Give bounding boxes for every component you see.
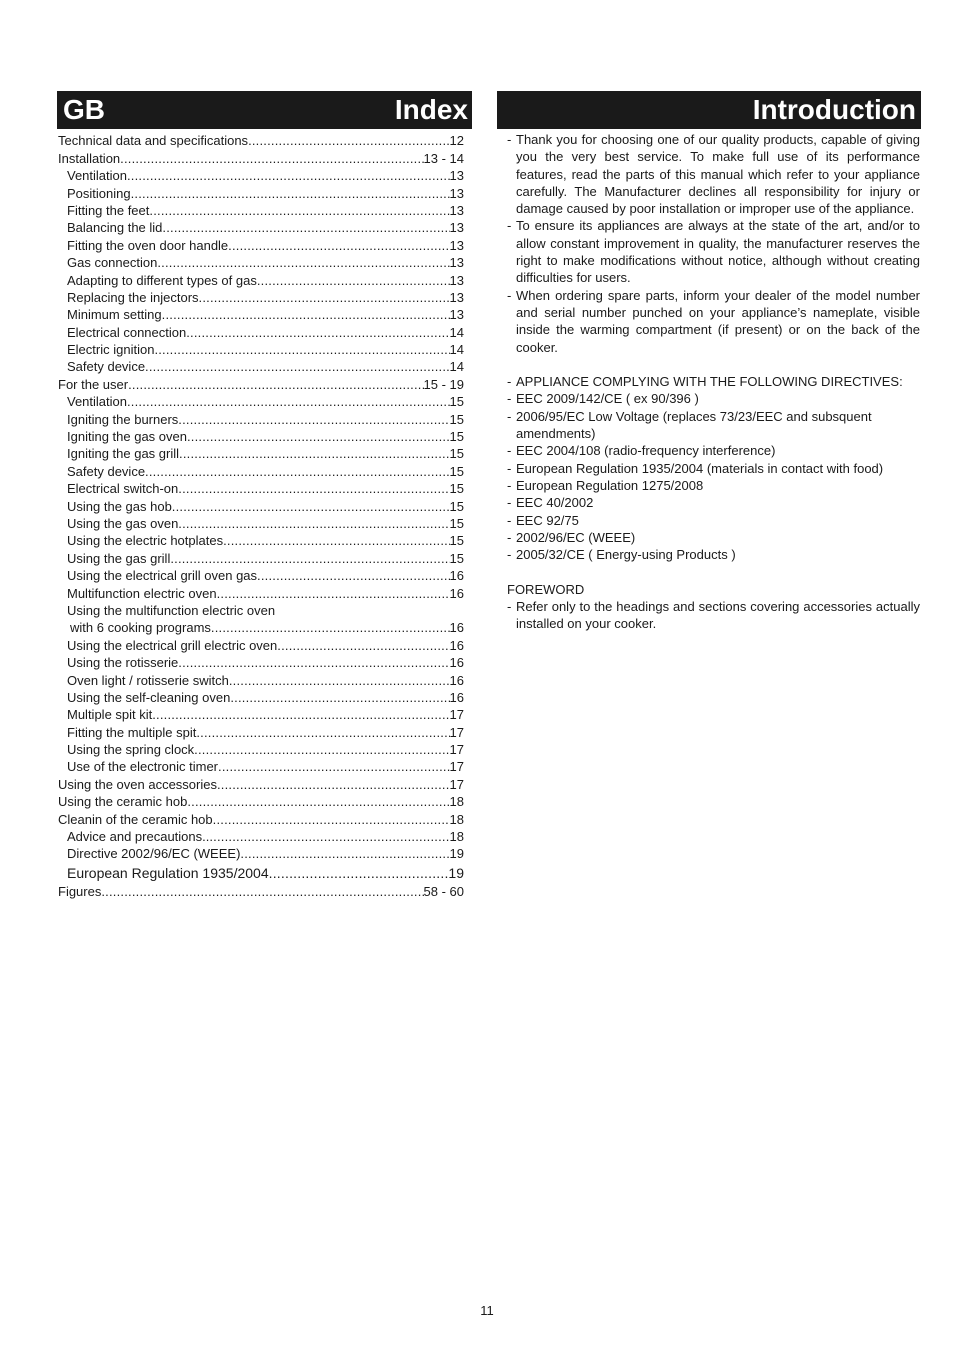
toc-entry-title: Balancing the lid [67,220,163,236]
toc-entry-page: 16 [449,672,464,688]
toc-entry-page: 17 [449,742,464,758]
toc-entry [58,792,464,809]
toc-entry-title: Using the electrical grill oven gas [67,568,258,584]
toc-entry-page: 16 [449,620,464,636]
toc-entry [58,514,464,531]
toc-entry [58,618,464,635]
toc-leader-dots [187,794,449,809]
toc-entry [58,653,464,670]
toc-entry-page: 15 [449,394,464,410]
toc-entry-page: 15 [449,411,464,427]
toc-entry-page: 13 [449,168,464,184]
toc-entry-page: 14 [449,359,464,375]
toc-entry-title: Directive 2002/96/EC (WEEE) [67,846,241,862]
toc-entry [58,131,464,148]
toc-entry-title: Using the multifunction electric oven [67,602,276,618]
toc-entry [58,409,464,426]
toc-leader-dots [196,725,449,740]
toc-entry-page: 16 [449,585,464,601]
toc-entry-title: Ventilation [67,168,127,184]
directive-item: - 2006/95/EC Low Voltage (replaces 73/23/EEC and subsquent amendments) [507,408,872,442]
toc-entry-title: Igniting the gas grill [67,446,180,462]
toc-entry-page: 13 [449,185,464,201]
toc-leader-dots [223,533,449,548]
introduction-header-bar [497,91,921,129]
toc-entry-title: Replacing the injectors [67,289,199,305]
toc-leader-dots [194,742,449,757]
toc-entry-title: Using the electric hotplates [67,533,224,549]
toc-entry-title: Igniting the gas oven [67,429,187,445]
intro-paragraph: - When ordering spare parts, inform your dealer of the model number and serial number punched on your appliance’s nameplate, visible inside the warming compartment (if present) or on the back of the cooker. [507,287,920,355]
toc-entry-page: 16 [449,689,464,705]
index-header-bar [57,91,472,129]
toc-entry [58,374,464,391]
toc-entry-title: European Regulation 1935/2004 [67,865,269,882]
toc-entry-title: Using the ceramic hob [58,794,188,810]
toc-leader-dots [179,446,450,461]
toc-entry [58,392,464,409]
toc-entry [58,148,464,165]
directive-item: - EEC 2009/142/CE ( ex 90/396 ) [507,391,699,407]
toc-leader-dots [257,568,449,583]
directives-heading: - APPLIANCE COMPLYING WITH THE FOLLOWING DIRECTIVES: [507,374,903,390]
toc-entry-page: 15 [449,515,464,531]
toc-entry [58,357,464,374]
toc-entry-page: 15 - 19 [423,376,464,392]
toc-entry-page: 17 [449,707,464,723]
index-title: Index [394,94,468,125]
directive-item: - European Regulation 1935/2004 (materials in contact with food) [507,460,884,476]
directive-item: - 2002/96/EC (WEEE) [507,529,636,545]
toc-entry-page: 58 - 60 [423,883,464,899]
toc-entry-title: Installation [58,150,121,166]
toc-leader-dots [131,186,450,201]
toc-entry [58,740,464,757]
directive-item: - European Regulation 1275/2008 [507,477,704,493]
toc-entry [58,583,464,600]
toc-entry-title: Safety device [67,359,146,375]
toc-entry-title: Electrical connection [67,324,187,340]
toc-leader-dots [127,168,450,183]
toc-leader-dots [199,290,450,305]
toc-entry [58,305,464,322]
toc-entry [58,774,464,791]
toc-leader-dots [230,690,449,705]
intro-paragraph: - To ensure its appliances are always at the state of the art, and/or to allow constant improvement in quality, the manufacturer reserves the right to make modifications without notice, although without creating difficulties for users. [507,218,920,286]
toc-leader-dots [217,777,450,792]
toc-entry [58,548,464,565]
toc-entry [58,444,464,461]
intro-paragraph: - Thank you for choosing one of our quality products, capable of giving you the very best service. To make full use of its performance features, read the parts of this manual which refer to your appliance carefully. The Manufacturer declines all responsibility for injury or damage caused by poor installation or improper use of the appliance. [507,132,920,217]
toc-leader-dots [209,829,449,844]
toc-leader-dots [186,325,449,340]
toc-leader-dots [269,866,449,881]
toc-entry-page: 15 [449,550,464,566]
toc-entry [58,531,464,548]
toc-entry-title: Using the gas grill [67,550,171,566]
toc-entry-title: Adapting to different types of gas [67,272,257,288]
toc-leader-dots [154,342,449,357]
toc-entry [58,861,464,881]
toc-leader-dots [257,273,450,288]
toc-leader-dots [217,586,450,601]
toc-entry-title: Ventilation [67,394,127,410]
toc-entry-page: 19 [449,846,464,862]
toc-leader-dots [149,203,449,218]
toc-entry-title: Fitting the multiple spit [67,724,197,740]
toc-entry-page: 15 [449,446,464,462]
toc-leader-dots [172,499,450,514]
toc-entry-title: Electrical switch-on [67,481,179,497]
toc-leader-dots [187,429,450,444]
toc-entry-title: Technical data and specifications [58,133,249,149]
toc-leader-dots [145,359,449,374]
toc-entry-page: 18 [449,794,464,810]
toc-entry [58,601,464,618]
toc-entry [58,218,464,235]
toc-entry [58,461,464,478]
toc-entry-page: 16 [449,655,464,671]
toc-leader-dots [213,812,450,827]
toc-entry [58,566,464,583]
toc-entry-page: 14 [449,342,464,358]
toc-entry-page: 13 [449,255,464,271]
toc-entry-title: Fitting the feet [67,202,150,218]
toc-entry [58,235,464,252]
toc-entry [58,881,464,898]
toc-entry-title: Advice and precautions.. [67,829,210,845]
toc-entry-page: 13 [449,220,464,236]
toc-leader-dots [162,220,449,235]
toc-entry-title: with 6 cooking programs [70,620,211,636]
toc-entry-title: Using the gas oven [67,515,179,531]
toc-entry-page: 15 [449,498,464,514]
toc-entry-page: 17 [449,759,464,775]
toc-entry-title: Using the self-cleaning oven [67,689,231,705]
foreword-text: - Refer only to the headings and sections covering accessories actually installed on your cooker. [507,599,920,632]
toc-entry [58,427,464,444]
foreword-heading: FOREWORD [507,581,585,597]
toc-entry [58,844,464,861]
toc-leader-dots [178,655,449,670]
toc-entry-page: 14 [449,324,464,340]
toc-entry [58,479,464,496]
table-of-contents [58,131,464,899]
toc-entry [58,270,464,287]
toc-leader-dots [229,673,450,688]
toc-entry-title: Electric ignition [67,342,155,358]
toc-leader-dots [240,846,449,861]
toc-leader-dots [101,884,423,899]
toc-entry-page: 13 [449,272,464,288]
toc-entry [58,722,464,739]
toc-entry-page: 13 [449,289,464,305]
toc-entry [58,288,464,305]
directive-item: - EEC 92/75 [507,512,579,528]
toc-entry-page: 16 [449,568,464,584]
toc-entry [58,827,464,844]
toc-leader-dots [162,307,450,322]
toc-entry-title: Minimum setting [67,307,162,323]
toc-entry [58,183,464,200]
toc-entry-page: 13 [449,307,464,323]
directives-list [507,390,920,563]
directive-item: - EEC 40/2002 [507,495,594,511]
toc-leader-dots [157,255,449,270]
toc-entry [58,670,464,687]
introduction-text [507,131,920,633]
toc-leader-dots [152,707,449,722]
toc-entry [58,635,464,652]
toc-entry-title: Igniting the burners [67,411,179,427]
toc-entry-page: 13 [449,237,464,253]
toc-entry-page: 18 [449,829,464,845]
toc-entry-page: 15 [449,463,464,479]
toc-entry-title: Using the spring clock [67,742,195,758]
language-code: GB [63,94,105,125]
toc-entry-title: Multifunction electric oven [67,585,217,601]
page-number: 11 [480,1303,494,1318]
introduction-title: Introduction [752,94,916,125]
toc-leader-dots [170,551,449,566]
toc-entry-title: Gas connection [67,255,158,271]
directive-item: - EEC 2004/108 (radio-frequency interference) [507,443,776,459]
toc-entry-page: 17 [449,776,464,792]
toc-entry [58,166,464,183]
toc-entry-page: 19 [448,865,464,882]
toc-leader-dots [218,759,450,774]
toc-entry-title: Figures [58,883,102,899]
toc-entry-title: Fitting the oven door handle [67,237,229,253]
toc-entry [58,496,464,513]
toc-entry-title: Multiple spit kit [67,707,153,723]
toc-entry [58,340,464,357]
toc-entry-title: Cleanin of the ceramic hob [58,811,213,827]
toc-leader-dots [120,151,423,166]
toc-entry-page: 13 [449,202,464,218]
toc-leader-dots [178,412,449,427]
toc-leader-dots [211,620,450,635]
toc-entry-page: 15 [449,533,464,549]
toc-leader-dots [128,377,423,392]
toc-entry-title: Using the rotisserie [67,655,179,671]
toc-leader-dots [178,481,449,496]
toc-leader-dots [178,516,449,531]
toc-leader-dots [228,238,449,253]
directive-item: - 2005/32/CE ( Energy-using Products ) [507,547,736,563]
toc-entry-title: For the user [58,376,129,392]
toc-leader-dots [248,133,449,148]
toc-entry-page: 15 [449,481,464,497]
toc-entry [58,809,464,826]
toc-entry-page: 15 [449,429,464,445]
toc-entry [58,757,464,774]
toc-entry-page: 17 [449,724,464,740]
toc-entry-title: Using the oven accessories [58,776,217,792]
toc-entry [58,322,464,339]
toc-entry [58,705,464,722]
toc-leader-dots [277,638,449,653]
toc-entry [58,201,464,218]
toc-entry-title: Safety device [67,463,146,479]
toc-entry-page: 16 [449,637,464,653]
toc-entry-title: Use of the electronic timer [67,759,219,775]
toc-leader-dots [127,394,450,409]
toc-entry-title: Using the gas hob [67,498,172,514]
toc-entry-title: Positioning [67,185,131,201]
toc-entry [58,253,464,270]
toc-entry-title: Using the electrical grill electric oven [67,637,278,653]
toc-leader-dots [145,464,449,479]
toc-entry [58,688,464,705]
toc-entry-page: 12 [449,133,464,149]
toc-entry-page: 13 - 14 [423,150,464,166]
toc-entry-title: Oven light / rotisserie switch [67,672,229,688]
toc-entry-page: 18 [449,811,464,827]
